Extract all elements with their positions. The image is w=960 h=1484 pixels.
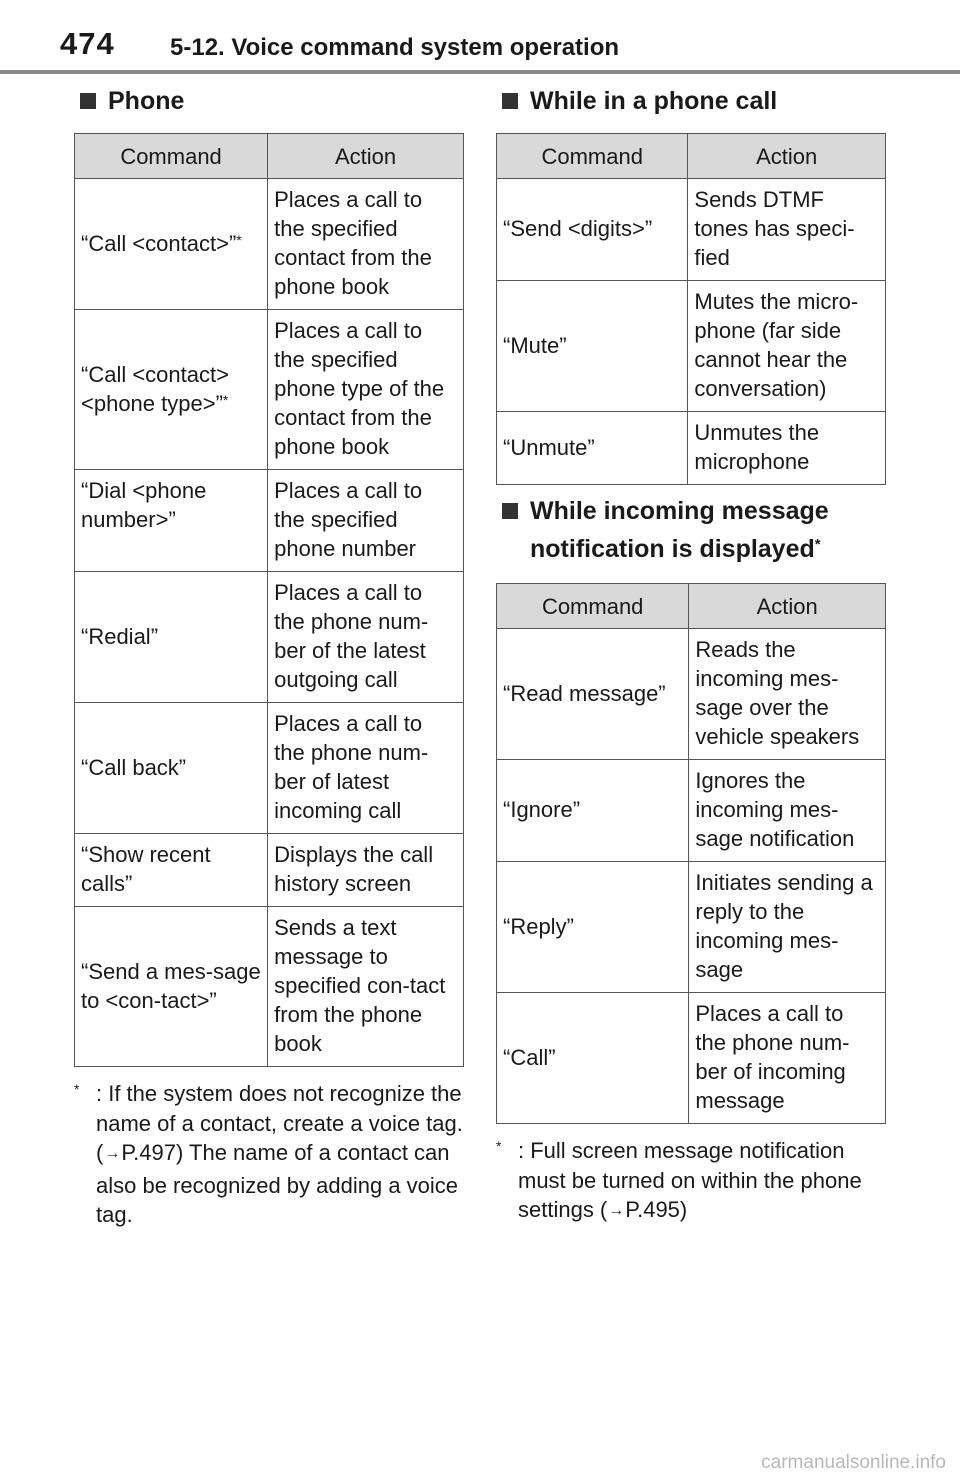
table-row [75, 907, 464, 1067]
watermark: carmanualsonline.info [761, 1452, 946, 1473]
message-section [496, 492, 886, 1228]
phone-footnote: * : If the system does not recognize the name of a contact, create a voice tag. (→P.497) The name of a contact can also be recognized by adding a voice tag. [74, 1081, 463, 1227]
in-call-section [496, 82, 886, 485]
table-row [75, 834, 464, 907]
command-cell: “Show recent calls” [75, 834, 268, 907]
command-cell: “Reply” [497, 862, 689, 993]
command-cell: “Call back” [75, 703, 268, 834]
table-row [75, 470, 464, 572]
table-header-row [497, 134, 886, 179]
table-row [497, 629, 886, 760]
column-header-action: Action [688, 134, 886, 179]
command-cell: “Unmute” [497, 412, 688, 485]
message-footnote: * : Full screen message notification must be turned on within the phone settings (→P.495) [496, 1138, 862, 1222]
table-row [497, 179, 886, 281]
table-row [75, 703, 464, 834]
table-row [497, 281, 886, 412]
command-cell: “Read message” [497, 629, 689, 760]
action-cell: Initiates sending a reply to the incoming mes-sage [689, 862, 886, 993]
command-cell: “Send a mes-sage to <con-tact>” [75, 907, 268, 1067]
action-cell: Places a call to the phone num-ber of latest incoming call [268, 703, 464, 834]
column-header-action: Action [689, 584, 886, 629]
action-cell: Places a call to the phone num-ber of the latest outgoing call [268, 572, 464, 703]
action-cell: Sends a text message to specified con-tact from the phone book [268, 907, 464, 1067]
column-header-command: Command [497, 134, 688, 179]
message-commands-table [496, 583, 886, 1124]
action-cell: Mutes the micro-phone (far side cannot hear the conversation) [688, 281, 886, 412]
header-divider [0, 70, 960, 74]
action-cell: Places a call to the phone num-ber of incoming message [689, 993, 886, 1124]
section-heading-message: While incoming message notification is displayed* [496, 492, 886, 568]
page-reference-link[interactable]: P.495 [625, 1197, 680, 1222]
square-bullet-icon [502, 93, 518, 109]
page-reference-link[interactable]: P.497 [121, 1140, 176, 1165]
page-header [0, 0, 960, 76]
table-row [497, 862, 886, 993]
column-header-command: Command [497, 584, 689, 629]
phone-commands-table [74, 133, 464, 1067]
column-header-action: Action [268, 134, 464, 179]
square-bullet-icon [80, 93, 96, 109]
table-header-row [497, 584, 886, 629]
section-heading-phone: Phone [74, 82, 464, 120]
table-row [497, 993, 886, 1124]
action-cell: Places a call to the specified contact from the phone book [268, 179, 464, 310]
table-row [497, 412, 886, 485]
action-cell: Ignores the incoming mes-sage notification [689, 760, 886, 862]
action-cell: Sends DTMF tones has speci-fied [688, 179, 886, 281]
action-cell: Reads the incoming mes-sage over the vehicle speakers [689, 629, 886, 760]
section-heading-in-call: While in a phone call [496, 82, 886, 120]
chapter-title: 5-12. Voice command system operation [170, 34, 620, 61]
command-cell: “Redial” [75, 572, 268, 703]
column-header-command: Command [75, 134, 268, 179]
command-cell: “Send <digits>” [497, 179, 688, 281]
table-row [497, 760, 886, 862]
table-row [75, 572, 464, 703]
command-cell: “Mute” [497, 281, 688, 412]
action-cell: Displays the call history screen [268, 834, 464, 907]
in-call-commands-table [496, 133, 886, 485]
command-cell: “Call <contact> <phone type>”* [75, 310, 268, 470]
table-header-row [75, 134, 464, 179]
command-cell: “Ignore” [497, 760, 689, 862]
square-bullet-icon [502, 503, 518, 519]
table-row [75, 179, 464, 310]
action-cell: Unmutes the microphone [688, 412, 886, 485]
action-cell: Places a call to the specified phone type of the contact from the phone book [268, 310, 464, 470]
table-row [75, 310, 464, 470]
arrow-right-icon: → [104, 1145, 121, 1162]
phone-section [74, 82, 464, 1230]
page-number: 474 [60, 26, 115, 61]
arrow-right-icon: → [608, 1202, 625, 1219]
action-cell: Places a call to the specified phone number [268, 470, 464, 572]
command-cell: “Call” [497, 993, 689, 1124]
command-cell: “Dial <phone number>” [75, 470, 268, 572]
command-cell: “Call <contact>”* [75, 179, 268, 310]
